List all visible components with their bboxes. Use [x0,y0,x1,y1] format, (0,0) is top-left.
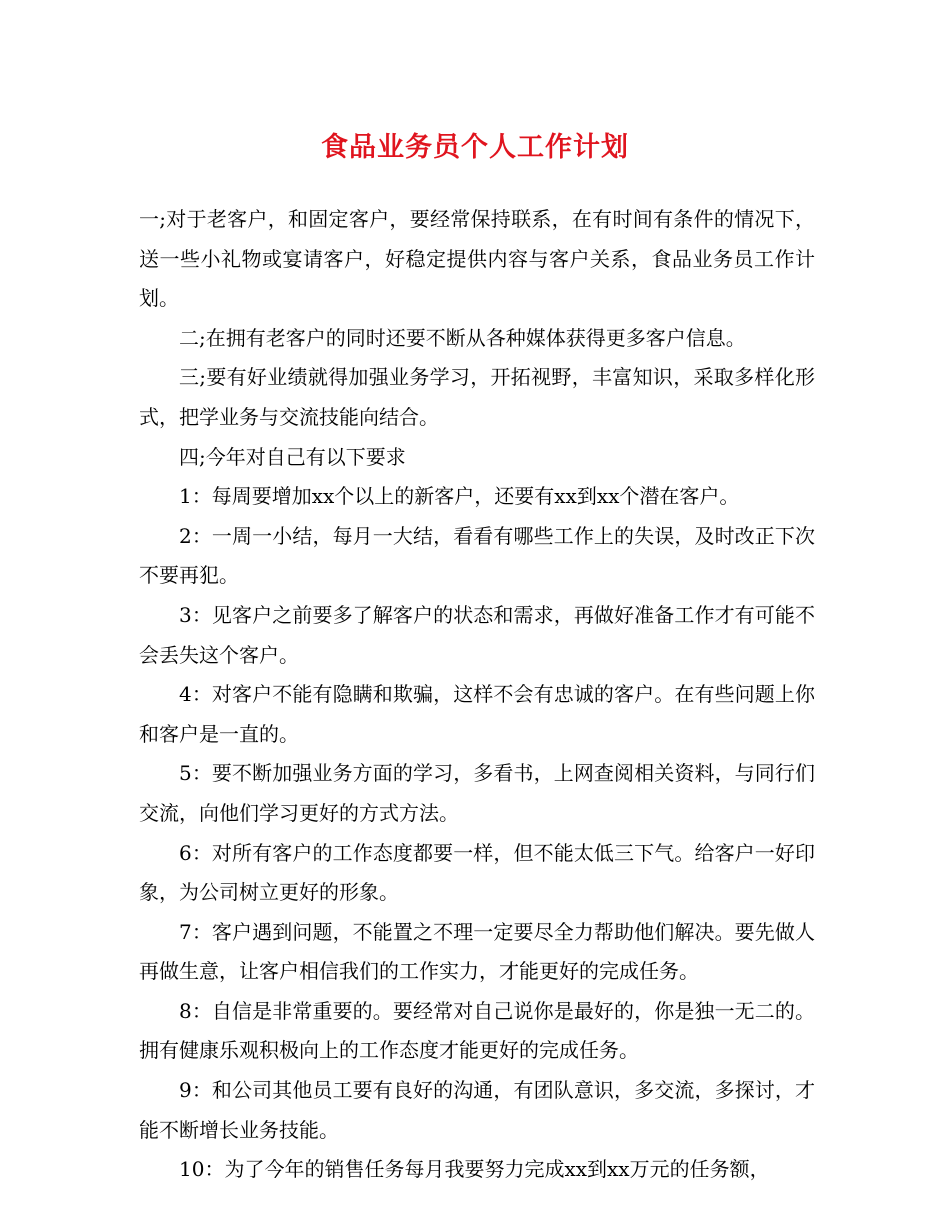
document-body [139,200,815,1190]
page-title: 食品业务员个人工作计划 [321,132,629,163]
paragraph-10: 6：对所有客户的工作态度都要一样，但不能太低三下气。给客户一好印象，为公司树立更好的形象。 [139,840,815,905]
paragraph-2: 二;在拥有老客户的同时还要不断从各种媒体获得更多客户信息。 [179,325,746,350]
paragraph-7: 3：见客户之前要多了解客户的状态和需求，再做好准备工作才有可能不会丢失这个客户。 [139,602,815,667]
paragraph-3: 三;要有好业绩就得加强业务学习，开拓视野，丰富知识，采取多样化形式，把学业务与交流技能向结合。 [139,365,815,429]
paragraph-4: 四;今年对自己有以下要求 [179,444,406,469]
paragraph-11: 7：客户遇到问题，不能置之不理一定要尽全力帮助他们解决。要先做人再做生意，让客户相信我们的工作实力，才能更好的完成任务。 [139,919,815,984]
paragraph-9: 5：要不断加强业务方面的学习，多看书，上网查阅相关资料，与同行们交流，向他们学习更好的方式方法。 [139,761,815,825]
paragraph-14: 10：为了今年的销售任务每月我要努力完成xx到xx万元的任务额， [179,1157,770,1182]
paragraph-13: 9：和公司其他员工要有良好的沟通，有团队意识，多交流，多探讨，才能不断增长业务技能。 [139,1078,815,1142]
paragraph-5: 1：每周要增加xx个以上的新客户，还要有xx到xx个潜在客户。 [179,484,740,509]
paragraph-12: 8：自信是非常重要的。要经常对自己说你是最好的，你是独一无二的。拥有健康乐观积极向上的工作态度才能更好的完成任务。 [139,998,815,1063]
paragraph-8: 4：对客户不能有隐瞒和欺骗，这样不会有忠诚的客户。在有些问题上你和客户是一直的。 [139,682,815,746]
paragraph-1: 一;对于老客户，和固定客户，要经常保持联系，在有时间有条件的情况下，送一些小礼物或宴请客户，好稳定提供内容与客户关系，食品业务员工作计划。 [139,207,815,311]
paragraph-6: 2：一周一小结，每月一大结，看看有哪些工作上的失误，及时改正下次不要再犯。 [139,523,815,588]
